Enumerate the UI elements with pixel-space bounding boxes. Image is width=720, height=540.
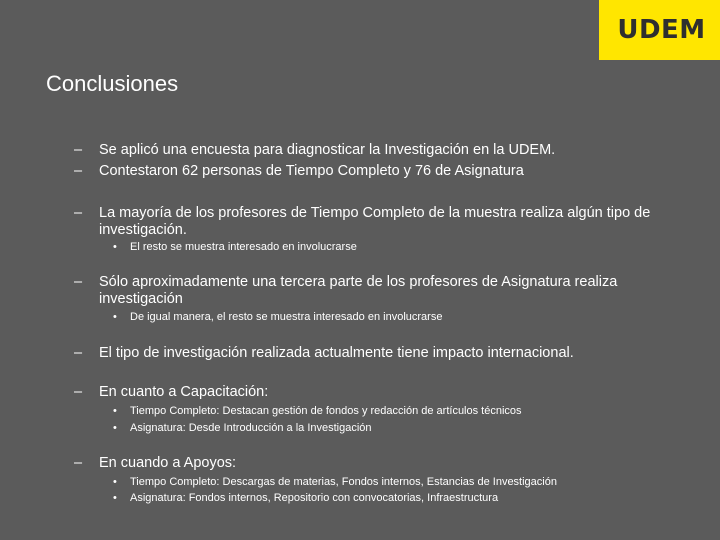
subbullet bbox=[113, 240, 693, 254]
logo-text: UDEM bbox=[617, 15, 706, 45]
subbullet bbox=[113, 404, 693, 418]
subbullet bbox=[113, 491, 693, 505]
bullet-text: Se aplicó una encuesta para diagnosticar la Investigación en la UDEM. bbox=[99, 142, 556, 158]
dot-marker: • bbox=[113, 422, 117, 434]
dash-marker: – bbox=[74, 345, 83, 361]
bullet-prefix: En cuanto a bbox=[99, 384, 181, 400]
bullet-text: El tipo de investigación realizada actualmente tiene impacto internacional. bbox=[99, 345, 574, 361]
bullet-impact bbox=[74, 345, 694, 362]
subbullet bbox=[113, 475, 693, 489]
bullet-suffix: : bbox=[232, 455, 237, 471]
dot-marker: • bbox=[113, 492, 117, 504]
subbullet-text: Tiempo Completo: Descargas de materias, Fondos internos, Estancias de Investigación bbox=[130, 476, 557, 488]
dot-marker: • bbox=[113, 241, 117, 253]
bullet-text: La mayoría de los profesores de Tiempo Completo de la muestra realiza algún tipo de investigación. bbox=[99, 205, 651, 238]
dash-marker: – bbox=[74, 205, 83, 221]
bullet-full-time-majority bbox=[74, 205, 694, 239]
bullet-suffix: : bbox=[264, 384, 269, 400]
dot-marker: • bbox=[113, 476, 117, 488]
subbullet-text: De igual manera, el resto se muestra interesado en involucrarse bbox=[130, 311, 443, 323]
subbullet bbox=[113, 421, 693, 435]
subbullet-text: Asignatura: Fondos internos, Repositorio con convocatorias, Infraestructura bbox=[130, 492, 499, 504]
subbullet-text: Tiempo Completo: Destacan gestión de fondos y redacción de artículos técnicos bbox=[130, 405, 522, 417]
dash-marker: – bbox=[74, 163, 83, 179]
bullet-adjunct-third bbox=[74, 274, 694, 308]
subbullet-text: El resto se muestra interesado en involucrarse bbox=[130, 241, 357, 253]
udem-logo bbox=[599, 0, 720, 60]
bullet-training bbox=[74, 384, 694, 401]
bullet-emphasis: Capacitación bbox=[180, 384, 265, 400]
subbullet bbox=[113, 310, 693, 324]
dash-marker: – bbox=[74, 384, 83, 400]
bullet-survey bbox=[74, 142, 694, 159]
bullet-prefix: En cuando a bbox=[99, 455, 184, 471]
dot-marker: • bbox=[113, 405, 117, 417]
bullet-support bbox=[74, 455, 694, 472]
dash-marker: – bbox=[74, 142, 83, 158]
dash-marker: – bbox=[74, 274, 83, 290]
dash-marker: – bbox=[74, 455, 83, 471]
bullet-respondents bbox=[74, 163, 694, 180]
bullet-text: Contestaron 62 personas de Tiempo Completo y 76 de Asignatura bbox=[99, 163, 524, 179]
bullet-emphasis: Apoyos bbox=[183, 455, 233, 471]
bullet-text: Sólo aproximadamente una tercera parte de los profesores de Asignatura realiza investigación bbox=[99, 274, 618, 307]
slide-title: Conclusiones bbox=[46, 71, 179, 96]
subbullet-text: Asignatura: Desde Introducción a la Investigación bbox=[130, 422, 372, 434]
dot-marker: • bbox=[113, 311, 117, 323]
